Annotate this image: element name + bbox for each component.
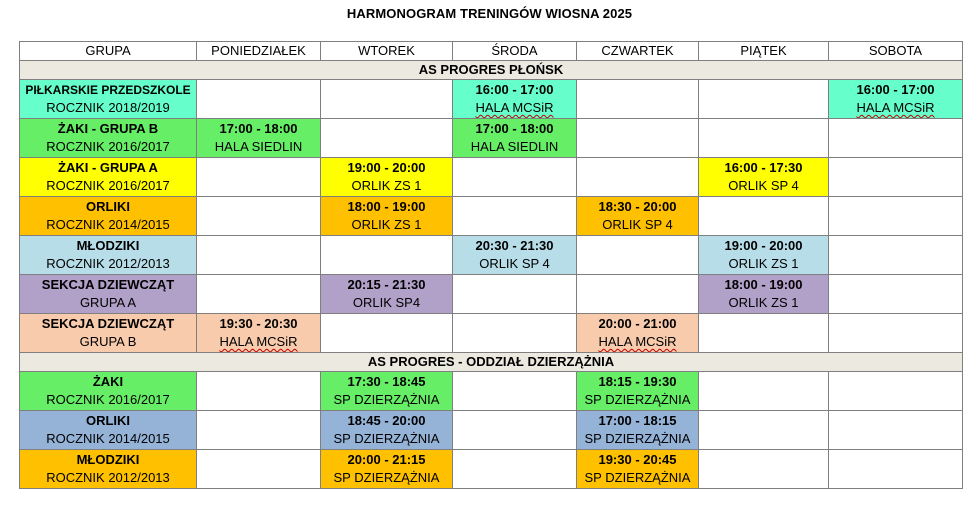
- empty-cell: [197, 275, 321, 314]
- group-cell: [20, 372, 197, 411]
- session-time: 19:00 - 20:00: [347, 160, 426, 175]
- session-time: 18:45 - 20:00: [347, 413, 426, 428]
- session-cell: [699, 158, 829, 197]
- page-title: HARMONOGRAM TRENINGÓW WIOSNA 2025: [346, 6, 633, 21]
- session-place: HALA MCSiR: [475, 100, 554, 115]
- group-cell: [20, 314, 197, 353]
- group-name: MŁODZIKI: [76, 238, 140, 253]
- empty-cell: [453, 158, 577, 197]
- session-place: SP DZIERZĄŻNIA: [333, 392, 440, 407]
- session-place: HALA MCSiR: [856, 100, 935, 115]
- empty-cell: [453, 197, 577, 236]
- empty-cell: [829, 372, 963, 411]
- session-time: 20:30 - 21:30: [475, 238, 554, 253]
- empty-cell: [829, 314, 963, 353]
- session-time: 16:00 - 17:00: [475, 82, 554, 97]
- group-year: ROCZNIK 2016/2017: [46, 139, 170, 154]
- session-cell: [197, 314, 321, 353]
- empty-cell: [453, 372, 577, 411]
- session-cell: [829, 80, 963, 119]
- schedule-table: [19, 41, 963, 489]
- session-place: HALA SIEDLIN: [214, 139, 303, 154]
- empty-cell: [197, 411, 321, 450]
- header-row: [20, 42, 963, 61]
- session-time: 20:00 - 21:15: [347, 452, 426, 467]
- schedule-body: [20, 61, 963, 489]
- group-cell: [20, 275, 197, 314]
- empty-cell: [829, 119, 963, 158]
- empty-cell: [197, 236, 321, 275]
- session-place: ORLIK SP4: [352, 295, 421, 310]
- session-time: 17:00 - 18:00: [475, 121, 554, 136]
- session-cell: [699, 275, 829, 314]
- table-row: [20, 411, 963, 450]
- empty-cell: [577, 119, 699, 158]
- session-place: ORLIK ZS 1: [728, 256, 799, 271]
- empty-cell: [197, 158, 321, 197]
- group-year: ROCZNIK 2012/2013: [46, 470, 170, 485]
- session-place: HALA SIEDLIN: [470, 139, 559, 154]
- session-time: 16:00 - 17:00: [856, 82, 935, 97]
- table-row: [20, 236, 963, 275]
- empty-cell: [453, 275, 577, 314]
- group-cell: [20, 236, 197, 275]
- group-name: SEKCJA DZIEWCZĄT: [41, 316, 175, 331]
- table-row: [20, 372, 963, 411]
- session-cell: [321, 411, 453, 450]
- group-name: MŁODZIKI: [76, 452, 140, 467]
- group-cell: [20, 158, 197, 197]
- session-cell: [321, 275, 453, 314]
- column-header: GRUPA: [20, 42, 197, 61]
- empty-cell: [321, 119, 453, 158]
- group-cell: [20, 411, 197, 450]
- session-place: SP DZIERZĄŻNIA: [333, 470, 440, 485]
- session-cell: [321, 158, 453, 197]
- session-cell: [577, 197, 699, 236]
- empty-cell: [699, 411, 829, 450]
- group-cell: [20, 80, 197, 119]
- session-cell: [321, 372, 453, 411]
- empty-cell: [453, 314, 577, 353]
- session-place: ORLIK SP 4: [728, 178, 799, 193]
- empty-cell: [321, 314, 453, 353]
- session-time: 18:00 - 19:00: [724, 277, 803, 292]
- session-time: 18:30 - 20:00: [598, 199, 677, 214]
- group-year: ROCZNIK 2012/2013: [46, 256, 170, 271]
- session-cell: [197, 119, 321, 158]
- session-cell: [453, 236, 577, 275]
- session-time: 17:30 - 18:45: [347, 374, 426, 389]
- session-time: 20:00 - 21:00: [598, 316, 677, 331]
- session-time: 18:00 - 19:00: [347, 199, 426, 214]
- empty-cell: [829, 275, 963, 314]
- session-place: SP DZIERZĄŻNIA: [584, 431, 691, 446]
- empty-cell: [699, 314, 829, 353]
- empty-cell: [829, 450, 963, 489]
- group-name: ŻAKI: [92, 374, 124, 389]
- session-cell: [453, 119, 577, 158]
- group-cell: [20, 119, 197, 158]
- empty-cell: [829, 158, 963, 197]
- session-place: ORLIK ZS 1: [351, 178, 422, 193]
- session-cell: [577, 411, 699, 450]
- column-header: WTOREK: [321, 42, 453, 61]
- session-place: ORLIK SP 4: [479, 256, 550, 271]
- session-cell: [577, 450, 699, 489]
- session-time: 17:00 - 18:15: [598, 413, 677, 428]
- table-row: [20, 158, 963, 197]
- table-row: [20, 80, 963, 119]
- session-cell: [321, 450, 453, 489]
- session-time: 20:15 - 21:30: [347, 277, 426, 292]
- empty-cell: [699, 119, 829, 158]
- session-place: SP DZIERZĄŻNIA: [333, 431, 440, 446]
- empty-cell: [197, 197, 321, 236]
- group-year: GRUPA B: [79, 334, 137, 349]
- empty-cell: [577, 80, 699, 119]
- session-place: ORLIK ZS 1: [728, 295, 799, 310]
- session-time: 17:00 - 18:00: [219, 121, 298, 136]
- empty-cell: [321, 236, 453, 275]
- session-time: 19:30 - 20:45: [598, 452, 677, 467]
- empty-cell: [577, 158, 699, 197]
- group-name: ŻAKI - GRUPA B: [57, 121, 159, 136]
- session-cell: [453, 80, 577, 119]
- empty-cell: [197, 372, 321, 411]
- group-name: ORLIKI: [85, 199, 131, 214]
- table-row: [20, 197, 963, 236]
- session-place: HALA MCSiR: [219, 334, 298, 349]
- session-time: 16:00 - 17:30: [724, 160, 803, 175]
- group-cell: [20, 450, 197, 489]
- empty-cell: [699, 197, 829, 236]
- session-cell: [577, 372, 699, 411]
- table-row: [20, 314, 963, 353]
- group-name: SEKCJA DZIEWCZĄT: [41, 277, 175, 292]
- table-row: [20, 119, 963, 158]
- table-row: [20, 450, 963, 489]
- empty-cell: [577, 275, 699, 314]
- session-place: ORLIK SP 4: [602, 217, 673, 232]
- column-header: PONIEDZIAŁEK: [197, 42, 321, 61]
- empty-cell: [453, 411, 577, 450]
- section-title: AS PROGRES PŁOŃSK: [20, 61, 963, 80]
- column-header: CZWARTEK: [577, 42, 699, 61]
- section-row: [20, 61, 963, 80]
- session-cell: [577, 314, 699, 353]
- empty-cell: [577, 236, 699, 275]
- table-row: [20, 275, 963, 314]
- group-name: PIŁKARSKIE PRZEDSZKOLE: [25, 83, 191, 97]
- group-year: ROCZNIK 2014/2015: [46, 217, 170, 232]
- group-name: ŻAKI - GRUPA A: [58, 160, 158, 175]
- column-header: SOBOTA: [829, 42, 963, 61]
- empty-cell: [829, 197, 963, 236]
- group-year: ROCZNIK 2016/2017: [46, 392, 170, 407]
- session-place: HALA MCSiR: [598, 334, 677, 349]
- group-year: ROCZNIK 2014/2015: [46, 431, 170, 446]
- section-row: [20, 353, 963, 372]
- group-name: ORLIKI: [85, 413, 131, 428]
- empty-cell: [197, 450, 321, 489]
- group-year: ROCZNIK 2018/2019: [46, 100, 170, 115]
- session-cell: [321, 197, 453, 236]
- empty-cell: [197, 80, 321, 119]
- empty-cell: [829, 236, 963, 275]
- section-title: AS PROGRES - ODDZIAŁ DZIERZĄŻNIA: [20, 353, 963, 372]
- column-header: ŚRODA: [453, 42, 577, 61]
- session-place: SP DZIERZĄŻNIA: [584, 470, 691, 485]
- group-year: GRUPA A: [79, 295, 137, 310]
- empty-cell: [321, 80, 453, 119]
- session-place: ORLIK ZS 1: [351, 217, 422, 232]
- group-year: ROCZNIK 2016/2017: [46, 178, 170, 193]
- empty-cell: [699, 80, 829, 119]
- empty-cell: [453, 450, 577, 489]
- session-time: 18:15 - 19:30: [598, 374, 677, 389]
- session-time: 19:30 - 20:30: [219, 316, 298, 331]
- empty-cell: [699, 450, 829, 489]
- group-cell: [20, 197, 197, 236]
- empty-cell: [699, 372, 829, 411]
- empty-cell: [829, 411, 963, 450]
- session-place: SP DZIERZĄŻNIA: [584, 392, 691, 407]
- session-cell: [699, 236, 829, 275]
- session-time: 19:00 - 20:00: [724, 238, 803, 253]
- column-header: PIĄTEK: [699, 42, 829, 61]
